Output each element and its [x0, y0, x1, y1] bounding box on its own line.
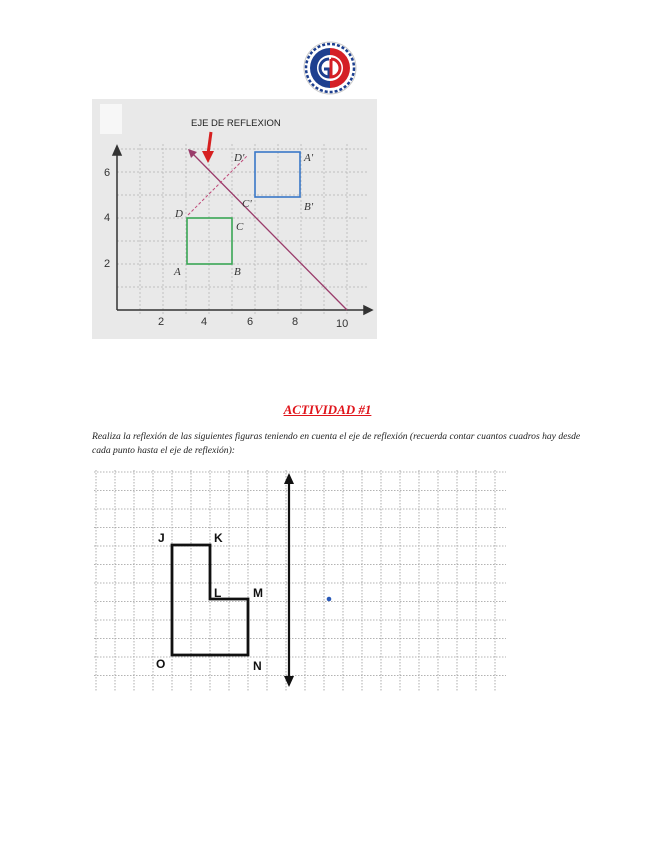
label-D: D [175, 208, 183, 220]
label-B-prime: B' [304, 201, 314, 213]
axis-caption: EJE DE REFLEXION [191, 118, 281, 129]
label-A-prime: A' [304, 152, 314, 164]
activity-axis-arrow-bottom [284, 676, 294, 687]
label-K: K [214, 531, 223, 545]
activity-instructions: Realiza la reflexión de las siguientes figuras teniendo en cuenta el eje de reflexión (recuerda contar cuantos cuadros hay desde cada punto hasta el eje de reflexión): [92, 431, 581, 456]
x-tick-4: 4 [201, 316, 208, 328]
reference-point [327, 597, 332, 602]
sticker-mark [100, 104, 122, 134]
label-J: J [158, 531, 165, 545]
gd-logo [302, 40, 358, 96]
activity-title: ACTIVIDAD #1 [283, 402, 372, 417]
y-tick-4: 4 [104, 212, 111, 224]
activity-grid [92, 468, 508, 694]
x-tick-2: 2 [158, 316, 165, 328]
x-tick-8: 8 [292, 316, 299, 328]
y-tick-2: 2 [104, 258, 111, 270]
label-C: C [236, 221, 244, 233]
label-N: N [253, 659, 262, 673]
label-O: O [156, 657, 166, 671]
label-C-prime: C' [242, 198, 252, 210]
x-tick-10: 10 [336, 318, 349, 330]
reflection-example-figure [92, 99, 377, 339]
label-B: B [234, 266, 241, 278]
label-A: A [174, 266, 181, 278]
activity-axis-arrow-top [284, 473, 294, 484]
x-tick-6: 6 [247, 316, 254, 328]
label-L: L [214, 586, 222, 600]
label-D-prime: D' [234, 152, 245, 164]
y-tick-6: 6 [104, 167, 111, 179]
label-M: M [253, 586, 263, 600]
